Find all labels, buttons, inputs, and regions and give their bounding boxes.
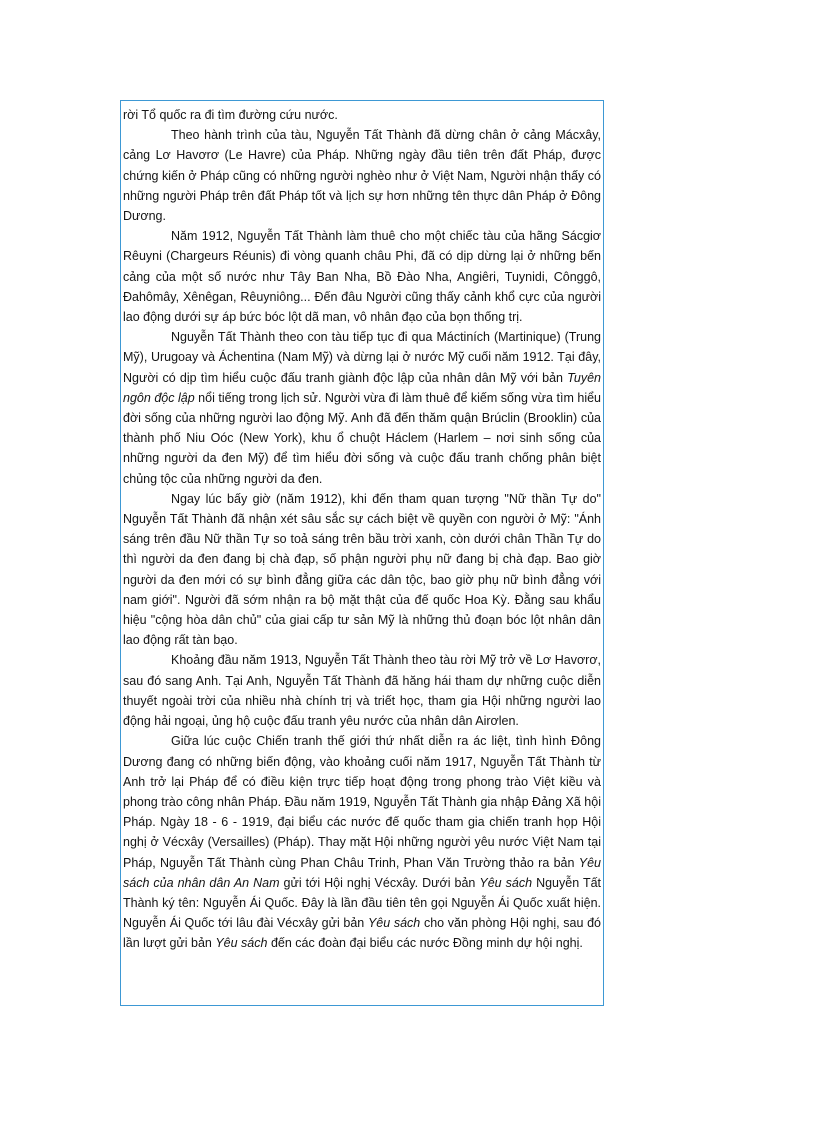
paragraph [123, 327, 601, 489]
italic-text-run: Yêu sách [479, 875, 533, 890]
paragraph [123, 125, 601, 226]
text-run: Năm 1912, Nguyễn Tất Thành làm thuê cho một chiếc tàu của hãng Sácgiơ Rêuyni (Chargeurs Réunis) đi vòng quanh châu Phi, đã có dịp dừng lại ở những bến cảng của một số nước như Tây Ban Nha, Bồ Đào Nha, Angiêri, Tuynidi, Cônggô, Đahômây, Xênêgan, Rêuyniông... Đến đâu Người cũng thấy cảnh khổ cực của người lao động dưới sự áp bức bóc lột dã man, vô nhân đạo của bọn thống trị. [123, 229, 601, 325]
italic-text-run: Yêu sách của nhân dân An Nam [123, 855, 601, 890]
text-run: Theo hành trình của tàu, Nguyễn Tất Thành đã dừng chân ở cảng Mácxây, cảng Lơ Havơrơ (Le Havre) của Pháp. Những ngày đầu tiên trên đất Pháp, được chứng kiến ở Pháp cũng có những người nghèo như ở Việt Nam, Người nhận thấy có những người Pháp trên đất Pháp tốt và lịch sự hơn những tên thực dân Pháp ở Đông Dương. [123, 128, 601, 224]
italic-text-run: Tuyên ngôn độc lập [123, 370, 601, 405]
italic-text-run: Yêu sách [215, 936, 268, 951]
text-run: rời Tổ quốc ra đi tìm đường cứu nước. [123, 108, 338, 122]
text-run: Nguyễn Tất Thành theo con tàu tiếp tục đi qua Máctiních (Martinique) (Trung Mỹ), Urugoay và Áchentina (Nam Mỹ) và dừng lại ở nước Mỹ cuối năm 1912. Tại đây, Người có dịp tìm hiểu cuộc đấu tranh giành độc lập của nhân dân Mỹ với bản [123, 330, 601, 385]
text-run: Ngay lúc bấy giờ (năm 1912), khi đến tham quan tượng "Nữ thần Tự do" Nguyễn Tất Thành đã nhận xét sâu sắc sự cách biệt về quyền con người ở Mỹ: "Ánh sáng trên đầu Nữ thần Tự so toả sáng trên bầu trời xanh, còn dưới chân Thần Tự do thì người da đen đang bị chà đạp, số phận người phụ nữ đang bị chà đạp. Bao giờ người da đen mới có sự bình đẳng giữa các dân tộc, bao giờ phụ nữ bình đẳng với nam giới". Người đã sớm nhận ra bộ mặt thật của đế quốc Hoa Kỳ. Đằng sau khẩu hiệu "cộng hòa dân chủ" của giai cấp tư sản Mỹ là những thủ đoạn bóc lột nhân dân lao động rất tàn bạo. [123, 491, 601, 648]
italic-text-run: Yêu sách [367, 916, 421, 931]
paragraph [123, 226, 601, 327]
paragraph [123, 650, 601, 731]
paragraph [123, 489, 601, 651]
text-run: Khoảng đầu năm 1913, Nguyễn Tất Thành theo tàu rời Mỹ trở về Lơ Havơrơ, sau đó sang Anh. Tại Anh, Nguyễn Tất Thành đã hăng hái tham dự những cuộc diễn thuyết ngoài trời của nhiều nhà chính trị và triết học, tham gia Hội những người lao động hải ngoại, ủng hộ cuộc đấu tranh yêu nước của nhân dân Airơlen. [123, 653, 601, 729]
text-run: Nguyễn Tất Thành ký tên: Nguyễn Ái Quốc. Đây là lần đầu tiên tên gọi Nguyễn Ái Quốc xuất hiện. Nguyễn Ái Quốc tới lâu đài Vécxây gửi bản [123, 875, 601, 931]
paragraph [123, 731, 601, 953]
paragraph [123, 105, 601, 125]
text-run: đến các đoàn đại biểu các nước Đồng minh dự hội nghị. [267, 936, 583, 951]
document-text-box [120, 100, 604, 1006]
text-run: nổi tiếng trong lịch sử. Người vừa đi làm thuê để kiếm sống vừa tìm hiểu đời sống của những người lao động Mỹ. Anh đã đến thăm quận Brúclin (Brooklin) của thành phố Niu Oóc (New York), khu ổ chuột Háclem (Harlem – nơi sinh sống của những người da đen Mỹ) để tìm hiểu đời sống và cuộc đấu tranh chống phân biệt chủng tộc của những người da đen. [123, 390, 601, 486]
text-run: gửi tới Hội nghị Vécxây. Dưới bản [279, 875, 480, 890]
text-run: Giữa lúc cuộc Chiến tranh thế giới thứ nhất diễn ra ác liệt, tình hình Đông Dương đang có những biến động, vào khoảng cuối năm 1917, Nguyễn Tất Thành từ Anh trở lại Pháp để có điều kiện trực tiếp hoạt động trong phong trào Việt kiều và phong trào công nhân Pháp. Đầu năm 1919, Nguyễn Tất Thành gia nhập Đảng Xã hội Pháp. Ngày 18 - 6 - 1919, đại biểu các nước đế quốc tham gia chiến tranh họp Hội nghị ở Vécxây (Versailles) (Pháp). Thay mặt Hội những người yêu nước Việt Nam tại Pháp, Nguyễn Tất Thành cùng Phan Châu Trinh, Phan Văn Trường thảo ra bản [123, 734, 601, 870]
text-run: cho văn phòng Hội nghị, sau đó lần lượt gửi bản [123, 916, 601, 951]
